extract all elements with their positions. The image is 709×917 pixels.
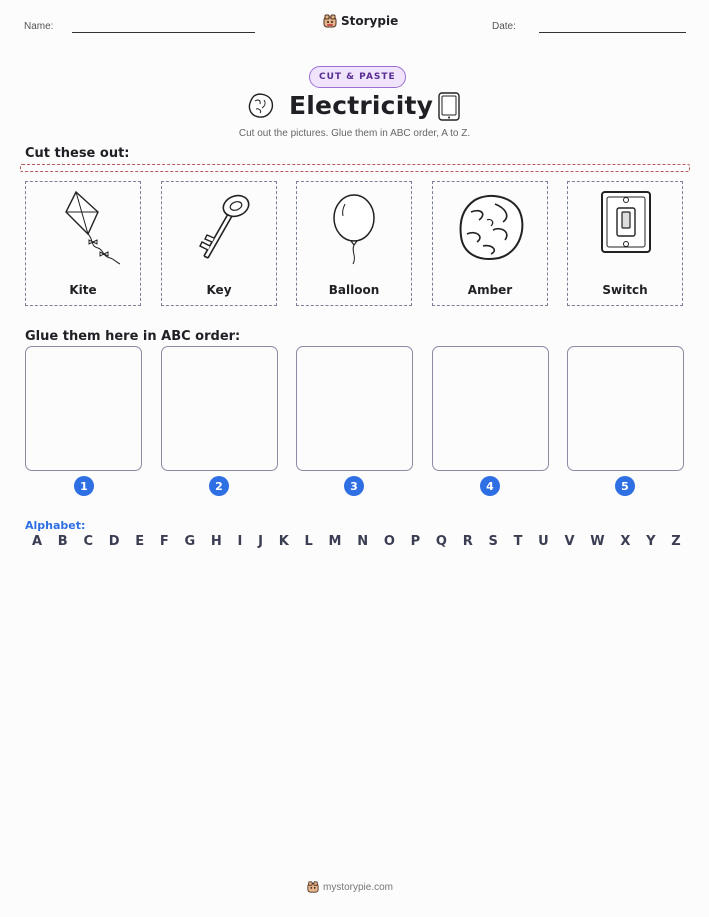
amber-icon xyxy=(445,190,535,270)
alphabet-letter: W xyxy=(590,534,605,549)
slot-number-5: 5 xyxy=(615,476,635,496)
glue-slot-2[interactable] xyxy=(161,346,278,471)
cut-card-switch[interactable] xyxy=(567,181,683,306)
cut-heading: Cut these out: xyxy=(25,146,130,161)
footer-site[interactable]: mystorypie.com xyxy=(323,881,394,893)
date-label: Date: xyxy=(492,21,516,32)
footer xyxy=(307,881,393,893)
alphabet-letter: H xyxy=(210,534,222,549)
cut-paste-badge: CUT & PASTE xyxy=(309,66,406,88)
alphabet-letter: A xyxy=(32,534,43,549)
alphabet-letter: K xyxy=(278,534,289,549)
amber-stone-icon xyxy=(246,91,276,121)
cut-line xyxy=(20,164,690,172)
card-label-amber: Amber xyxy=(467,283,513,297)
glue-slot-3[interactable] xyxy=(296,346,413,471)
page-title: Electricity xyxy=(289,91,434,120)
alphabet-letter: B xyxy=(57,534,68,549)
alphabet-letter: G xyxy=(184,534,196,549)
alphabet-letter: E xyxy=(135,534,145,549)
alphabet-letter: O xyxy=(383,534,395,549)
alphabet-letter: L xyxy=(304,534,313,549)
slot-number-4: 4 xyxy=(480,476,500,496)
alphabet-letter: D xyxy=(108,534,120,549)
slot-number-3: 3 xyxy=(344,476,364,496)
alphabet-letter: R xyxy=(462,534,473,549)
slot-number-1: 1 xyxy=(74,476,94,496)
cut-card-kite[interactable] xyxy=(25,181,141,306)
card-label-key: Key xyxy=(206,283,232,297)
card-label-balloon: Balloon xyxy=(328,283,380,297)
balloon-icon xyxy=(309,190,399,270)
alphabet-letter: U xyxy=(538,534,549,549)
brand-name: Storypie xyxy=(341,14,399,28)
glue-heading: Glue them here in ABC order: xyxy=(25,329,241,344)
alphabet-row xyxy=(32,534,681,549)
tablet-icon xyxy=(436,91,462,123)
alphabet-letter: C xyxy=(83,534,93,549)
glue-slot-5[interactable] xyxy=(567,346,684,471)
key-icon xyxy=(174,190,264,270)
cut-card-amber[interactable] xyxy=(432,181,548,306)
cut-card-balloon[interactable] xyxy=(296,181,412,306)
alphabet-letter: S xyxy=(488,534,498,549)
name-line[interactable] xyxy=(72,32,255,33)
alphabet-letter: F xyxy=(159,534,169,549)
alphabet-letter: N xyxy=(357,534,369,549)
alphabet-letter: M xyxy=(328,534,342,549)
date-line[interactable] xyxy=(539,32,686,33)
glue-slot-4[interactable] xyxy=(432,346,549,471)
alphabet-letter: J xyxy=(258,534,263,549)
card-label-switch: Switch xyxy=(602,283,648,297)
slot-number-2: 2 xyxy=(209,476,229,496)
kite-icon xyxy=(38,190,128,270)
instructions: Cut out the pictures. Glue them in ABC order, A to Z. xyxy=(238,128,471,139)
storypie-logo xyxy=(323,14,398,28)
name-label: Name: xyxy=(24,21,54,32)
storypie-mascot-icon xyxy=(307,881,319,893)
switch-icon xyxy=(580,190,670,270)
alphabet-letter: V xyxy=(564,534,575,549)
alphabet-letter: I xyxy=(237,534,243,549)
glue-slot-1[interactable] xyxy=(25,346,142,471)
cut-card-key[interactable] xyxy=(161,181,277,306)
alphabet-letter: T xyxy=(513,534,523,549)
alphabet-letter: X xyxy=(620,534,631,549)
alphabet-letter: Z xyxy=(671,534,681,549)
alphabet-letter: P xyxy=(410,534,421,549)
storypie-mascot-icon xyxy=(323,14,337,28)
alphabet-letter: Q xyxy=(435,534,447,549)
card-label-kite: Kite xyxy=(69,283,97,297)
alphabet-letter: Y xyxy=(646,534,656,549)
alphabet-label: Alphabet: xyxy=(25,519,86,532)
